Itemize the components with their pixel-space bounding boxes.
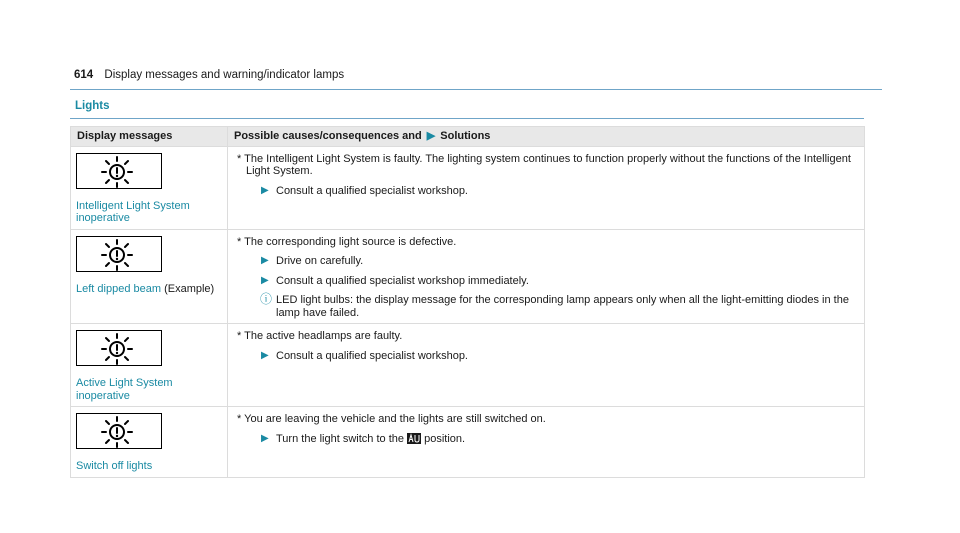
section-divider — [70, 118, 864, 119]
solution-cell — [228, 229, 865, 324]
col-display-messages: Display messages — [71, 127, 228, 147]
solution-cell — [228, 407, 865, 478]
message-cell — [71, 324, 228, 407]
action-arrow-icon: ▶ — [426, 130, 436, 142]
cause-text: * You are leaving the vehicle and the lights are still switched on. — [237, 413, 546, 425]
section-title: Lights — [75, 100, 110, 112]
message-text: Left dipped beam (Example) — [76, 282, 215, 295]
solution-step: ▶ Consult a qualified specialist workshop immediately. — [261, 274, 529, 287]
message-text: Intelligent Light System inoperative — [76, 199, 190, 224]
lamp-warning-icon — [76, 236, 162, 272]
message-text: Active Light System inoperative — [76, 377, 173, 402]
auto-switch-icon — [407, 433, 421, 444]
info-icon: ⓘ — [260, 292, 273, 306]
action-arrow-icon: ▶ — [261, 255, 269, 266]
solution-cell — [228, 324, 865, 407]
solution-step: ▶ Consult a qualified specialist workshop. — [261, 349, 468, 362]
page-header — [74, 69, 344, 81]
message-cell — [71, 407, 228, 478]
solution-step: ▶ Consult a qualified specialist workshop. — [261, 184, 468, 197]
action-arrow-icon: ▶ — [261, 349, 269, 361]
col-solutions-label: Solutions — [440, 130, 491, 142]
header-divider — [70, 89, 882, 90]
page-number: 614 — [74, 69, 94, 81]
table-row — [71, 146, 865, 229]
solution-step: ▶ Drive on carefully. — [261, 255, 364, 267]
cause-text: * The Intelligent Light System is faulty. The lighting system continues to function properly without the functions of the Intelligent Light System. — [237, 152, 851, 177]
display-messages-table — [70, 126, 865, 478]
message-cell — [71, 146, 228, 229]
table-row — [71, 407, 865, 478]
info-note: ⓘ LED light bulbs: the display message for the corresponding lamp appears only when all the light-emitting diodes in the lamp have failed. — [260, 292, 849, 319]
message-text: Switch off lights — [76, 460, 153, 472]
col-causes-label: Possible causes/consequences and — [234, 130, 422, 142]
cause-text: * The active headlamps are faulty. — [237, 330, 403, 342]
lamp-warning-icon — [76, 153, 162, 189]
action-arrow-icon: ▶ — [261, 432, 269, 444]
table-row — [71, 229, 865, 324]
lamp-warning-icon — [76, 413, 162, 449]
action-arrow-icon: ▶ — [261, 274, 269, 286]
solution-step: ▶ Turn the light switch to the position. — [261, 432, 466, 445]
solution-cell — [228, 146, 865, 229]
cause-text: * The corresponding light source is defective. — [237, 235, 457, 248]
action-arrow-icon: ▶ — [261, 184, 269, 196]
col-causes-solutions — [228, 127, 865, 147]
page-header-title: Display messages and warning/indicator lamps — [104, 69, 345, 81]
message-cell — [71, 229, 228, 324]
table-row — [71, 324, 865, 407]
lamp-warning-icon — [76, 330, 162, 366]
table-header-row — [71, 127, 865, 147]
